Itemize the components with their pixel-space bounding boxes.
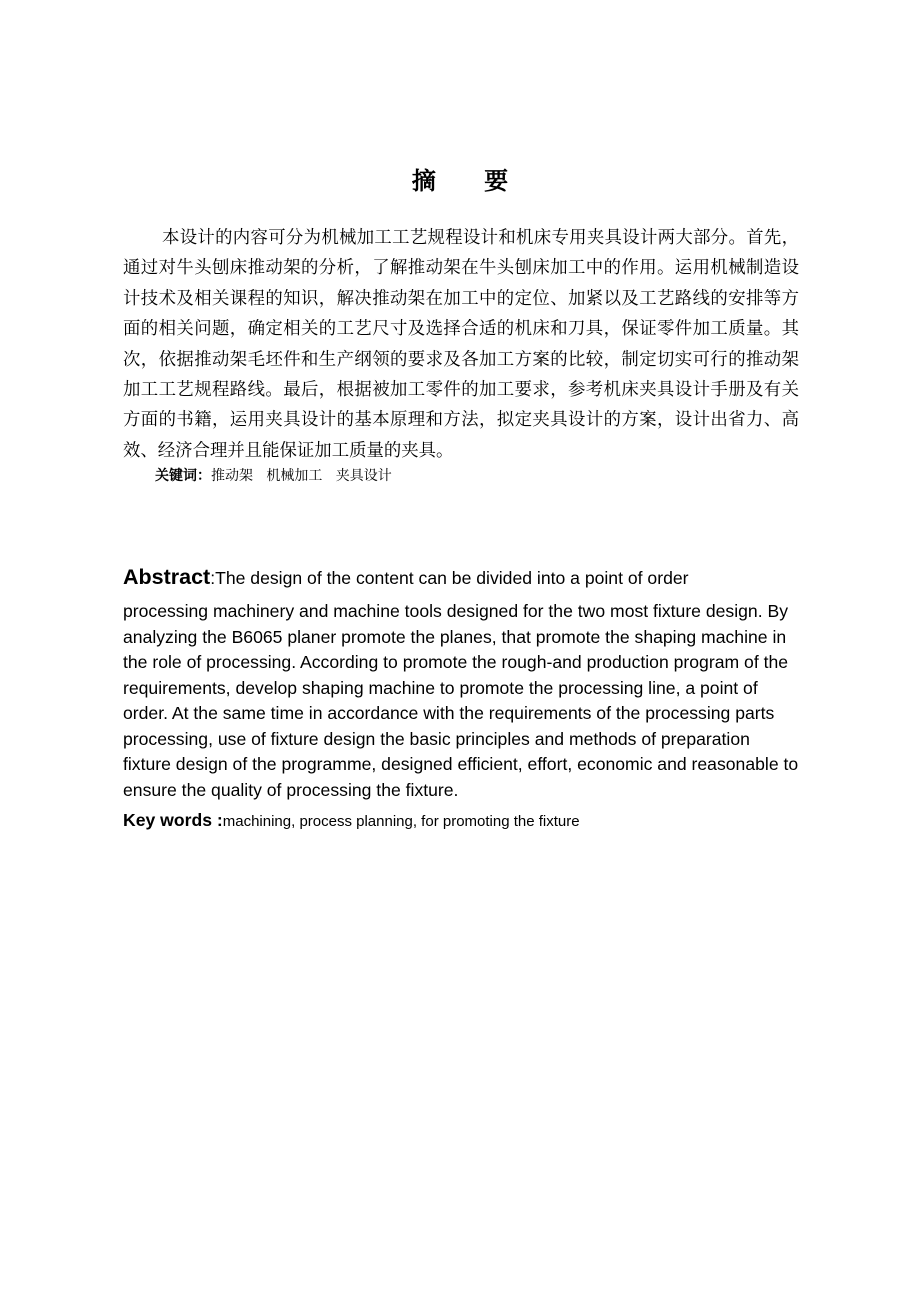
english-abstract: [123, 562, 799, 803]
chinese-keywords: [155, 463, 392, 489]
chinese-abstract-title: 摘 要: [411, 166, 529, 195]
english-abstract-body: processing machinery and machine tools designed for the two most fixture design. By analyzing the B6065 planer promote the planes, that promote the shaping machine in the role of processing. According to promote the rough-and production program of the requirements, develop shaping machine to promote the processing line, a point of order. At the same time in accordance with the requirements of the processing parts processing, use of fixture design the basic principles and methods of preparation fixture design of the programme, designed efficient, effort, economic and reasonable to ensure the quality of processing the fixture.: [123, 601, 799, 800]
english-keywords: [123, 808, 580, 834]
english-abstract-first-line: [123, 562, 799, 599]
chinese-abstract-body: 本设计的内容可分为机械加工工艺规程设计和机床专用夹具设计两大部分。首先，通过对牛头刨床推动架的分析，了解推动架在牛头刨床加工中的作用。运用机械制造设计技术及相关课程的知识，解决推动架在加工中的定位、加紧以及工艺路线的安排等方面的相关问题，确定相关的工艺尺寸及选择合适的机床和刀具，保证零件加工质量。其次，依据推动架毛坯件和生产纲领的要求及各加工方案的比较，制定切实可行的推动架加工工艺规程路线。最后，根据被加工零件的加工要求，参考机床夹具设计手册及有关方面的书籍，运用夹具设计的基本原理和方法，拟定夹具设计的方案，设计出省力、高效、经济合理并且能保证加工质量的夹具。: [123, 228, 799, 461]
english-keywords-label: Key words :: [123, 810, 223, 830]
english-abstract-label: Abstract: [123, 565, 211, 589]
english-abstract-opening: :The design of the content can be divided into a point of order: [210, 568, 689, 588]
english-keywords-list: machining, process planning, for promoting the fixture: [222, 813, 580, 830]
chinese-keywords-label: 关键词：: [155, 468, 211, 484]
chinese-keywords-list: 推动架 机械加工 夹具设计: [211, 468, 392, 484]
